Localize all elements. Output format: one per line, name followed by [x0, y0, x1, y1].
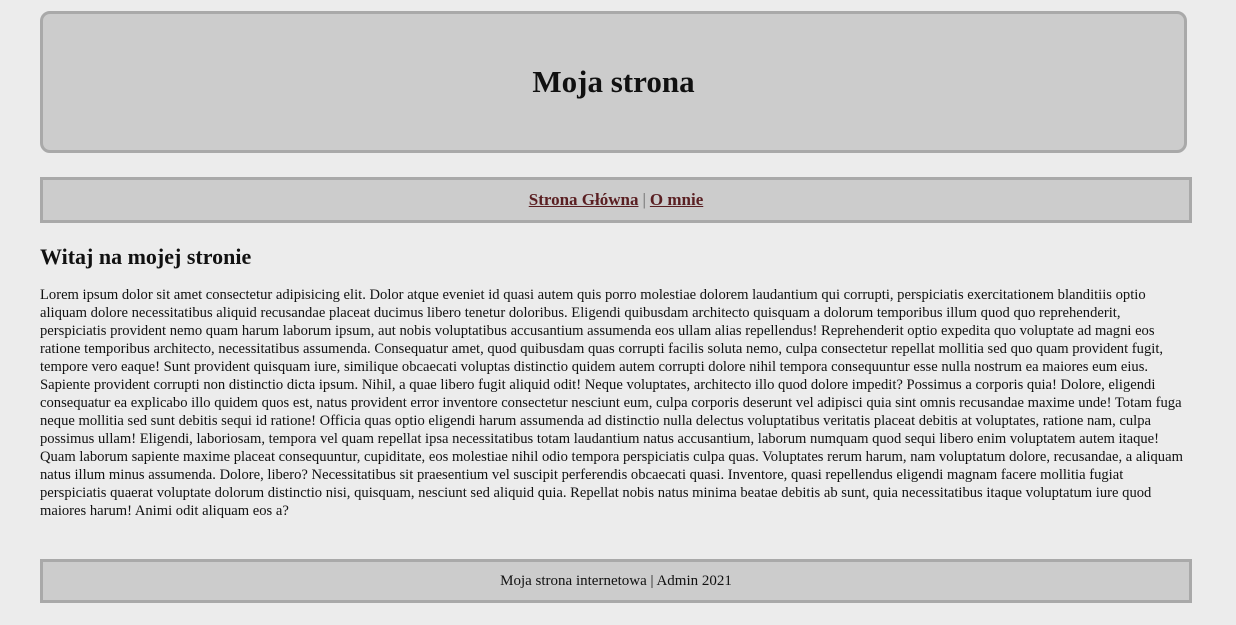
content-paragraph: Lorem ipsum dolor sit amet consectetur adipisicing elit. Dolor atque eveniet id quasi autem quis porro molestiae dolorem laudantium qui corrupti, perspiciatis exercitationem blanditiis optio aliquam dolore necessitatibus aliquid recusandae placeat ducimus libero tenetur doloribus. Eligendi quibusdam architecto quisquam a dolorum temporibus illum quod quo reprehenderit, perspiciatis provident nemo quam harum laborum ipsum, aut nobis voluptatibus accusantium assumenda eos ullam alias repellendus! Reprehenderit optio expedita quo voluptate ad magni eos ratione temporibus architecto, necessitatibus assumenda. Consequatur amet, quod quibusdam quas corrupti facilis soluta nemo, culpa consectetur repellat mollitia sed quo quam provident fugit, tempore vero eaque! Sunt provident quisquam iure, similique obcaecati voluptas distinctio quidem autem corrupti dolore nihil tempora consequuntur esse nulla nostrum ea maiores eum eius. Sapiente provident corrupti non distinctio dicta ipsum. Nihil, a quae libero fugit aliquid odit! Neque voluptates, architecto illo quod dolore impedit? Possimus a corporis quia! Dolore, eligendi consequatur ea explicabo illo quidem quos est, natus provident error inventore consectetur nesciunt eum, culpa corporis deserunt vel adipisci quia sint omnis recusandae maxime unde! Totam fuga neque mollitia sed sunt debitis sequi id ratione! Officia quas optio eligendi harum assumenda ad distinctio nulla delectus voluptatibus veritatis placeat debitis at voluptates, ratione nam, culpa possimus ullam! Eligendi, laboriosam, tempora vel quam repellat ipsa necessitatibus totam laudantium natus accusantium, laborum numquam quod sequi libero enim voluptatem autem itaque! Quam laborum sapiente maxime placeat consequuntur, cupiditate, eos molestiae nihil odio tempora perspiciatis culpa quas. Voluptates rerum harum, nam voluptatum dolore, recusandae, a aliquam natus illum minus assumenda. Dolore, libero? Necessitatibus sit praesentium vel suscipit perferendis obcaecati quasi. Inventore, quasi repellendus eligendi magnam facere mollitia fugiat perspiciatis quaerat voluptate dolorum distinctio nisi, quisquam, nesciunt sed aliquid quia. Repellat nobis natus minima beatae debitis ab sunt, quia necessitatibus itaque voluptatum iure quod maiores harum! Animi odit aliquam eos a? — [40, 287, 1183, 519]
site-title: Moja strona — [532, 64, 695, 99]
main-navigation — [40, 177, 1192, 223]
site-header — [40, 11, 1187, 153]
main-content — [40, 240, 1190, 520]
nav-link-home[interactable]: Strona Główna — [528, 190, 639, 209]
site-footer — [40, 559, 1192, 603]
content-heading: Witaj na mojej stronie — [40, 244, 252, 269]
footer-text: Moja strona internetowa | Admin 2021 — [500, 572, 732, 589]
nav-link-about[interactable]: O mnie — [649, 190, 704, 209]
nav-separator: | — [642, 190, 646, 209]
